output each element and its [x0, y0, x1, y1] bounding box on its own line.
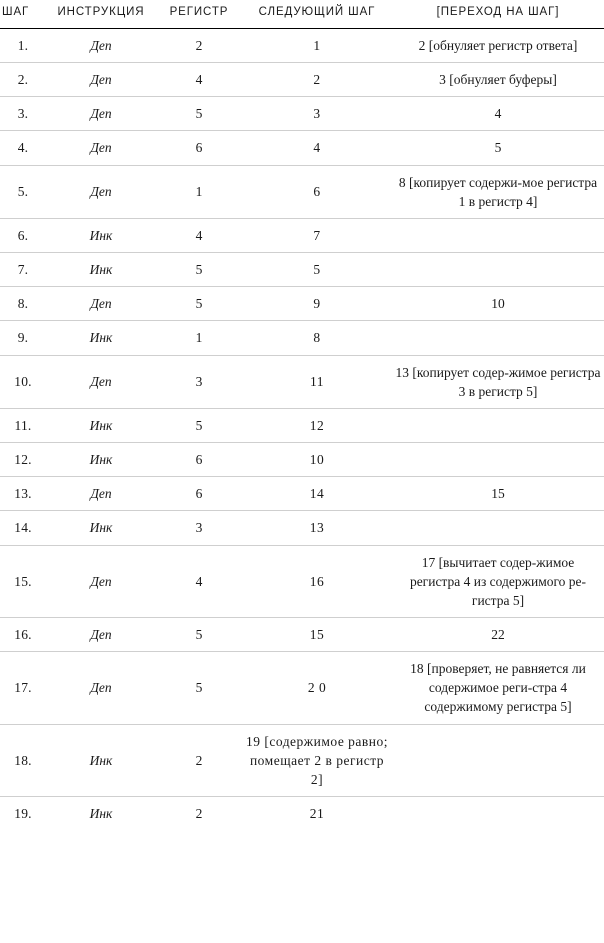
- cell-next-step: 10: [242, 443, 392, 477]
- cell-step: 17.: [0, 652, 46, 724]
- table-row: [0, 218, 604, 252]
- cell-register: 3: [156, 511, 242, 545]
- table-row: [0, 253, 604, 287]
- cell-register: 1: [156, 165, 242, 218]
- table-row: [0, 165, 604, 218]
- cell-jump: [392, 321, 604, 355]
- cell-instruction: Инк: [46, 443, 156, 477]
- table-row: [0, 287, 604, 321]
- cell-register: 5: [156, 617, 242, 651]
- cell-step: 3.: [0, 97, 46, 131]
- cell-register: 3: [156, 355, 242, 408]
- cell-step: 5.: [0, 165, 46, 218]
- cell-instruction: Деп: [46, 97, 156, 131]
- cell-next-step: 8: [242, 321, 392, 355]
- cell-step: 18.: [0, 724, 46, 796]
- cell-jump: 2 [обнуляет регистр ответа]: [392, 29, 604, 63]
- cell-register: 6: [156, 477, 242, 511]
- cell-jump: 15: [392, 477, 604, 511]
- cell-jump: [392, 797, 604, 831]
- cell-register: 4: [156, 218, 242, 252]
- table-row: [0, 321, 604, 355]
- cell-register: 2: [156, 29, 242, 63]
- cell-instruction: Деп: [46, 652, 156, 724]
- cell-step: 19.: [14, 806, 32, 822]
- cell-register: 4: [156, 63, 242, 97]
- cell-next-step: 1: [242, 29, 392, 63]
- cell-jump: 13 [копирует содер-жимое регистра 3 в регистр 5]: [392, 355, 604, 408]
- cell-register: 5: [156, 253, 242, 287]
- cell-instruction: Деп: [46, 63, 156, 97]
- cell-next-step: 14: [242, 477, 392, 511]
- table-row: [0, 355, 604, 408]
- table-row: [0, 652, 604, 724]
- cell-jump: 3 [обнуляет буферы]: [392, 63, 604, 97]
- cell-register: 5: [156, 287, 242, 321]
- cell-jump: [392, 724, 604, 796]
- cell-instruction: Деп: [46, 477, 156, 511]
- cell-jump: 22: [392, 617, 604, 651]
- cell-next-step: 2 0: [242, 652, 392, 724]
- cell-step: 15.: [0, 545, 46, 617]
- table-row: [0, 511, 604, 545]
- cell-instruction: Инк: [89, 806, 113, 822]
- table-row: [0, 131, 604, 165]
- table-row: [0, 443, 604, 477]
- cell-step: 9.: [0, 321, 46, 355]
- table-body: [0, 29, 604, 831]
- cell-jump: [392, 408, 604, 442]
- cell-register: 2: [195, 806, 203, 822]
- cell-jump: 10: [392, 287, 604, 321]
- table-header-row: [0, 0, 604, 29]
- cell-step: 12.: [0, 443, 46, 477]
- cell-next-step: 2: [242, 63, 392, 97]
- cell-next-step: 11: [242, 355, 392, 408]
- table-header: [0, 0, 604, 29]
- table-row: [0, 724, 604, 796]
- cell-instruction: Инк: [46, 253, 156, 287]
- table-row: [0, 97, 604, 131]
- cell-jump: [392, 511, 604, 545]
- column-header-step: ШАГ: [2, 6, 30, 18]
- cell-next-step: 5: [242, 253, 392, 287]
- table-row: [0, 29, 604, 63]
- cell-step: 7.: [0, 253, 46, 287]
- table-row: [0, 63, 604, 97]
- cell-register: 4: [156, 545, 242, 617]
- cell-instruction: Деп: [46, 131, 156, 165]
- cell-jump: [392, 253, 604, 287]
- cell-instruction: Инк: [46, 511, 156, 545]
- cell-next-step: 19 [содержимое равно; помещает 2 в регистр 2]: [242, 724, 392, 796]
- cell-instruction: Инк: [46, 408, 156, 442]
- cell-instruction: Деп: [46, 355, 156, 408]
- column-header-instruction: ИНСТРУКЦИЯ: [57, 6, 145, 18]
- cell-instruction: Инк: [46, 321, 156, 355]
- table-row: [0, 545, 604, 617]
- cell-jump: [392, 443, 604, 477]
- cell-step: 10.: [0, 355, 46, 408]
- table-row: [0, 408, 604, 442]
- cell-jump: 17 [вычитает содер-жимое регистра 4 из содержимого ре-гистра 5]: [392, 545, 604, 617]
- cell-jump: 4: [392, 97, 604, 131]
- cell-instruction: Деп: [46, 165, 156, 218]
- cell-step: 13.: [0, 477, 46, 511]
- cell-register: 5: [156, 408, 242, 442]
- table-row: [0, 477, 604, 511]
- cell-next-step: 6: [242, 165, 392, 218]
- cell-instruction: Деп: [46, 287, 156, 321]
- cell-step: 4.: [0, 131, 46, 165]
- column-header-jump: [ПЕРЕХОД НА ШАГ]: [436, 6, 560, 18]
- cell-register: 5: [156, 97, 242, 131]
- cell-next-step: 4: [242, 131, 392, 165]
- cell-step: 11.: [0, 408, 46, 442]
- cell-instruction: Инк: [46, 724, 156, 796]
- cell-register: 1: [156, 321, 242, 355]
- cell-jump: 18 [проверяет, не равняется ли содержимое реги-стра 4 содержимому регистра 5]: [392, 652, 604, 724]
- cell-next-step: 9: [242, 287, 392, 321]
- cell-step: 8.: [0, 287, 46, 321]
- cell-step: 16.: [0, 617, 46, 651]
- cell-jump: 8 [копирует содержи-мое регистра 1 в регистр 4]: [392, 165, 604, 218]
- cell-next-step: 13: [242, 511, 392, 545]
- column-header-register: РЕГИСТР: [169, 6, 229, 18]
- cell-step: 14.: [0, 511, 46, 545]
- cell-next-step: 21: [309, 806, 325, 822]
- table-row: [0, 617, 604, 651]
- cell-instruction: Инк: [46, 218, 156, 252]
- cell-next-step: 12: [242, 408, 392, 442]
- column-header-next-step: СЛЕДУЮЩИЙ ШАГ: [258, 6, 376, 18]
- cell-jump: [392, 218, 604, 252]
- cell-next-step: 15: [242, 617, 392, 651]
- cell-register: 6: [156, 131, 242, 165]
- cell-jump: 5: [392, 131, 604, 165]
- cell-register: 2: [156, 724, 242, 796]
- cell-register: 5: [156, 652, 242, 724]
- cell-step: 2.: [0, 63, 46, 97]
- cell-step: 6.: [0, 218, 46, 252]
- cell-instruction: Деп: [46, 617, 156, 651]
- cell-instruction: Деп: [46, 545, 156, 617]
- cell-next-step: 7: [242, 218, 392, 252]
- cell-instruction: Деп: [46, 29, 156, 63]
- cell-register: 6: [156, 443, 242, 477]
- table-row: [0, 797, 604, 831]
- cell-next-step: 3: [242, 97, 392, 131]
- cell-step: 1.: [0, 29, 46, 63]
- cell-next-step: 16: [242, 545, 392, 617]
